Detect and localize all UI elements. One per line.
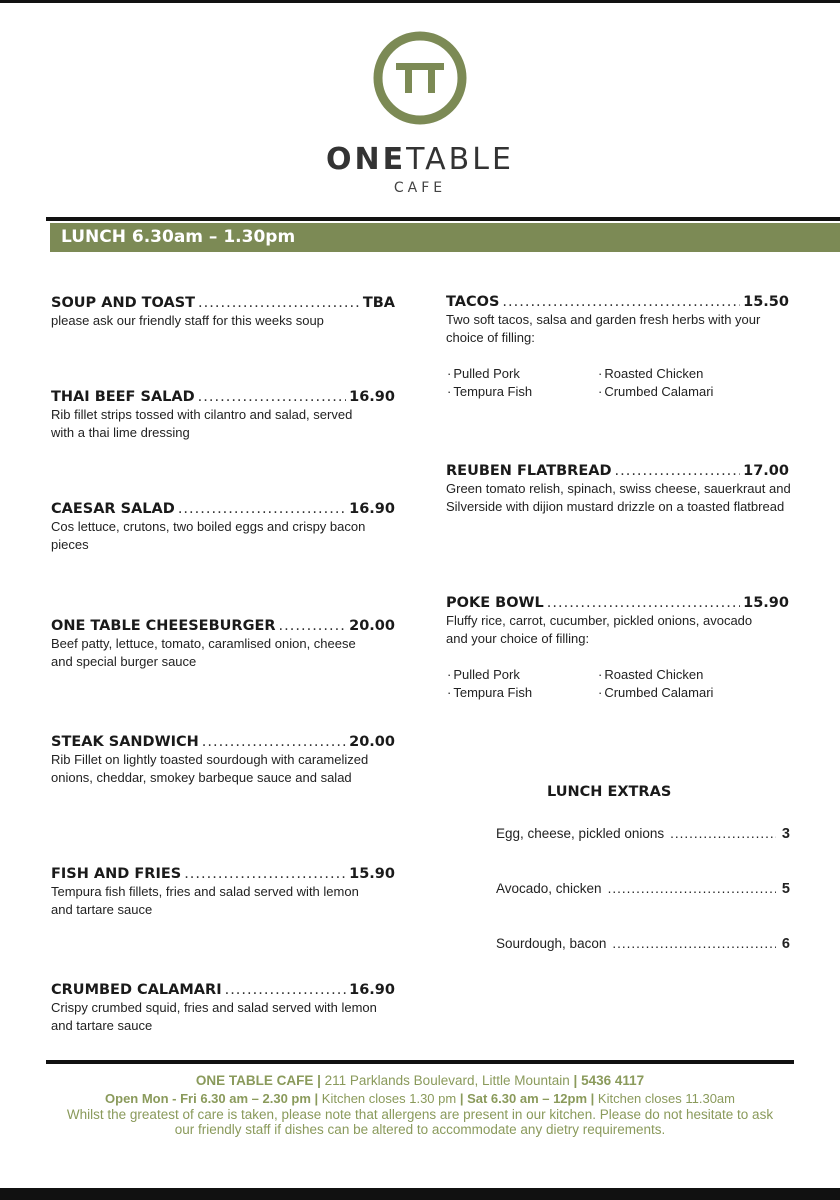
filling-option: · Pulled Pork xyxy=(447,365,532,383)
item-price: 16.90 xyxy=(349,389,395,405)
menu-item xyxy=(51,389,395,441)
filling-options xyxy=(447,365,532,401)
footer-contact: ONE TABLE CAFE | 211 Parklands Boulevard, Little Mountain | 5436 4117 xyxy=(195,1073,645,1088)
item-description: Rib Fillet on lightly toasted sourdough with caramelized onions, cheddar, smokey barbeque sauce and salad xyxy=(51,752,369,785)
filling-option: · Tempura Fish xyxy=(447,383,532,401)
item-description: Beef patty, lettuce, tomato, caramlised onion, cheese and special burger sauce xyxy=(51,636,356,669)
item-name: FISH AND FRIES xyxy=(51,866,182,882)
menu-item xyxy=(51,295,395,330)
item-description: please ask our friendly staff for this weeks soup xyxy=(51,313,324,328)
menu-item xyxy=(51,734,395,786)
item-description: Fluffy rice, carrot, cucumber, pickled onions, avocado and your choice of filling: xyxy=(446,613,753,646)
item-name: CAESAR SALAD xyxy=(51,501,175,517)
filling-option: · Tempura Fish xyxy=(447,684,532,702)
brand-name: ONETABLE xyxy=(326,142,514,177)
lunch-banner-text: LUNCH 6.30am – 1.30pm xyxy=(61,227,296,247)
item-price: 17.00 xyxy=(743,463,789,479)
extra-item xyxy=(496,936,790,952)
extra-price: 6 xyxy=(781,936,790,952)
item-price: TBA xyxy=(362,295,395,311)
item-price: 15.50 xyxy=(743,294,789,310)
lunch-banner xyxy=(50,223,840,252)
lunch-extras-title: LUNCH EXTRAS xyxy=(547,784,672,800)
item-description: Tempura fish fillets, fries and salad served with lemon and tartare sauce xyxy=(51,884,359,917)
extra-item xyxy=(496,826,790,842)
menu-item xyxy=(51,618,395,670)
item-name: THAI BEEF SALAD xyxy=(51,389,195,405)
footer-cafe-name: ONE TABLE CAFE xyxy=(195,1073,314,1088)
hours-saturday: Sat 6.30 am – 12pm xyxy=(467,1091,588,1106)
menu-item xyxy=(51,501,395,553)
item-price: 16.90 xyxy=(349,501,395,517)
item-name: POKE BOWL xyxy=(446,595,544,611)
brand-subtitle: CAFE xyxy=(393,180,447,196)
item-description: Two soft tacos, salsa and garden fresh herbs with your choice of filling: xyxy=(446,312,761,345)
item-name: SOUP AND TOAST xyxy=(51,295,196,311)
menu-item xyxy=(51,866,395,918)
filling-option: · Roasted Chicken xyxy=(598,666,713,684)
item-name: CRUMBED CALAMARI xyxy=(51,982,222,998)
footer-rule xyxy=(46,1060,794,1064)
filling-option: · Crumbed Calamari xyxy=(598,383,713,401)
extra-item xyxy=(496,881,790,897)
bottom-border xyxy=(0,1188,840,1200)
footer-address: 211 Parklands Boulevard, Little Mountain xyxy=(324,1073,570,1088)
item-description: Cos lettuce, crutons, two boiled eggs and crispy bacon pieces xyxy=(51,519,366,552)
item-description: Green tomato relish, spinach, swiss cheese, sauerkraut and Silverside with dijion mustard drizzle on a toasted flatbread xyxy=(446,481,791,514)
item-price: 15.90 xyxy=(743,595,789,611)
item-name: ONE TABLE CHEESEBURGER xyxy=(51,618,276,634)
menu-item xyxy=(446,595,789,647)
menu-item xyxy=(446,294,789,346)
extra-price: 3 xyxy=(781,826,790,842)
extra-label: Egg, cheese, pickled onions xyxy=(496,826,665,841)
item-description: Rib fillet strips tossed with cilantro and salad, served with a thai lime dressing xyxy=(51,407,353,440)
extra-price: 5 xyxy=(781,881,790,897)
item-name: STEAK SANDWICH xyxy=(51,734,199,750)
item-price: 15.90 xyxy=(349,866,395,882)
filling-option: · Pulled Pork xyxy=(447,666,532,684)
kitchen-saturday: Kitchen closes 11.30am xyxy=(597,1091,735,1106)
filling-option: · Roasted Chicken xyxy=(598,365,713,383)
menu-item xyxy=(51,982,395,1034)
filling-options xyxy=(598,365,713,401)
item-name: REUBEN FLATBREAD xyxy=(446,463,612,479)
filling-options xyxy=(598,666,713,702)
item-price: 20.00 xyxy=(349,618,395,634)
hours-weekday: Open Mon - Fri 6.30 am – 2.30 pm xyxy=(105,1091,311,1106)
item-price: 16.90 xyxy=(349,982,395,998)
menu-item xyxy=(446,463,789,515)
footer-phone: 5436 4117 xyxy=(581,1073,645,1088)
filling-options xyxy=(447,666,532,702)
item-name: TACOS xyxy=(446,294,500,310)
banner-rule xyxy=(46,217,840,221)
footer-hours: Open Mon - Fri 6.30 am – 2.30 pm | Kitchen closes 1.30 pm | Sat 6.30 am – 12pm | Kitchen closes 11.30am xyxy=(105,1091,735,1106)
one-table-logo-icon xyxy=(372,30,468,126)
extra-label: Avocado, chicken xyxy=(496,881,602,896)
allergen-note: Whilst the greatest of care is taken, please note that allergens are present in our kitchen. Please do not hesitate to ask our friendly staff if dishes can be altered to accommodate any dietry requirements. xyxy=(66,1107,774,1137)
top-border xyxy=(0,0,840,3)
kitchen-weekday: Kitchen closes 1.30 pm xyxy=(321,1091,457,1106)
extra-label: Sourdough, bacon xyxy=(496,936,607,951)
filling-option: · Crumbed Calamari xyxy=(598,684,713,702)
item-description: Crispy crumbed squid, fries and salad served with lemon and tartare sauce xyxy=(51,1000,377,1033)
item-price: 20.00 xyxy=(349,734,395,750)
